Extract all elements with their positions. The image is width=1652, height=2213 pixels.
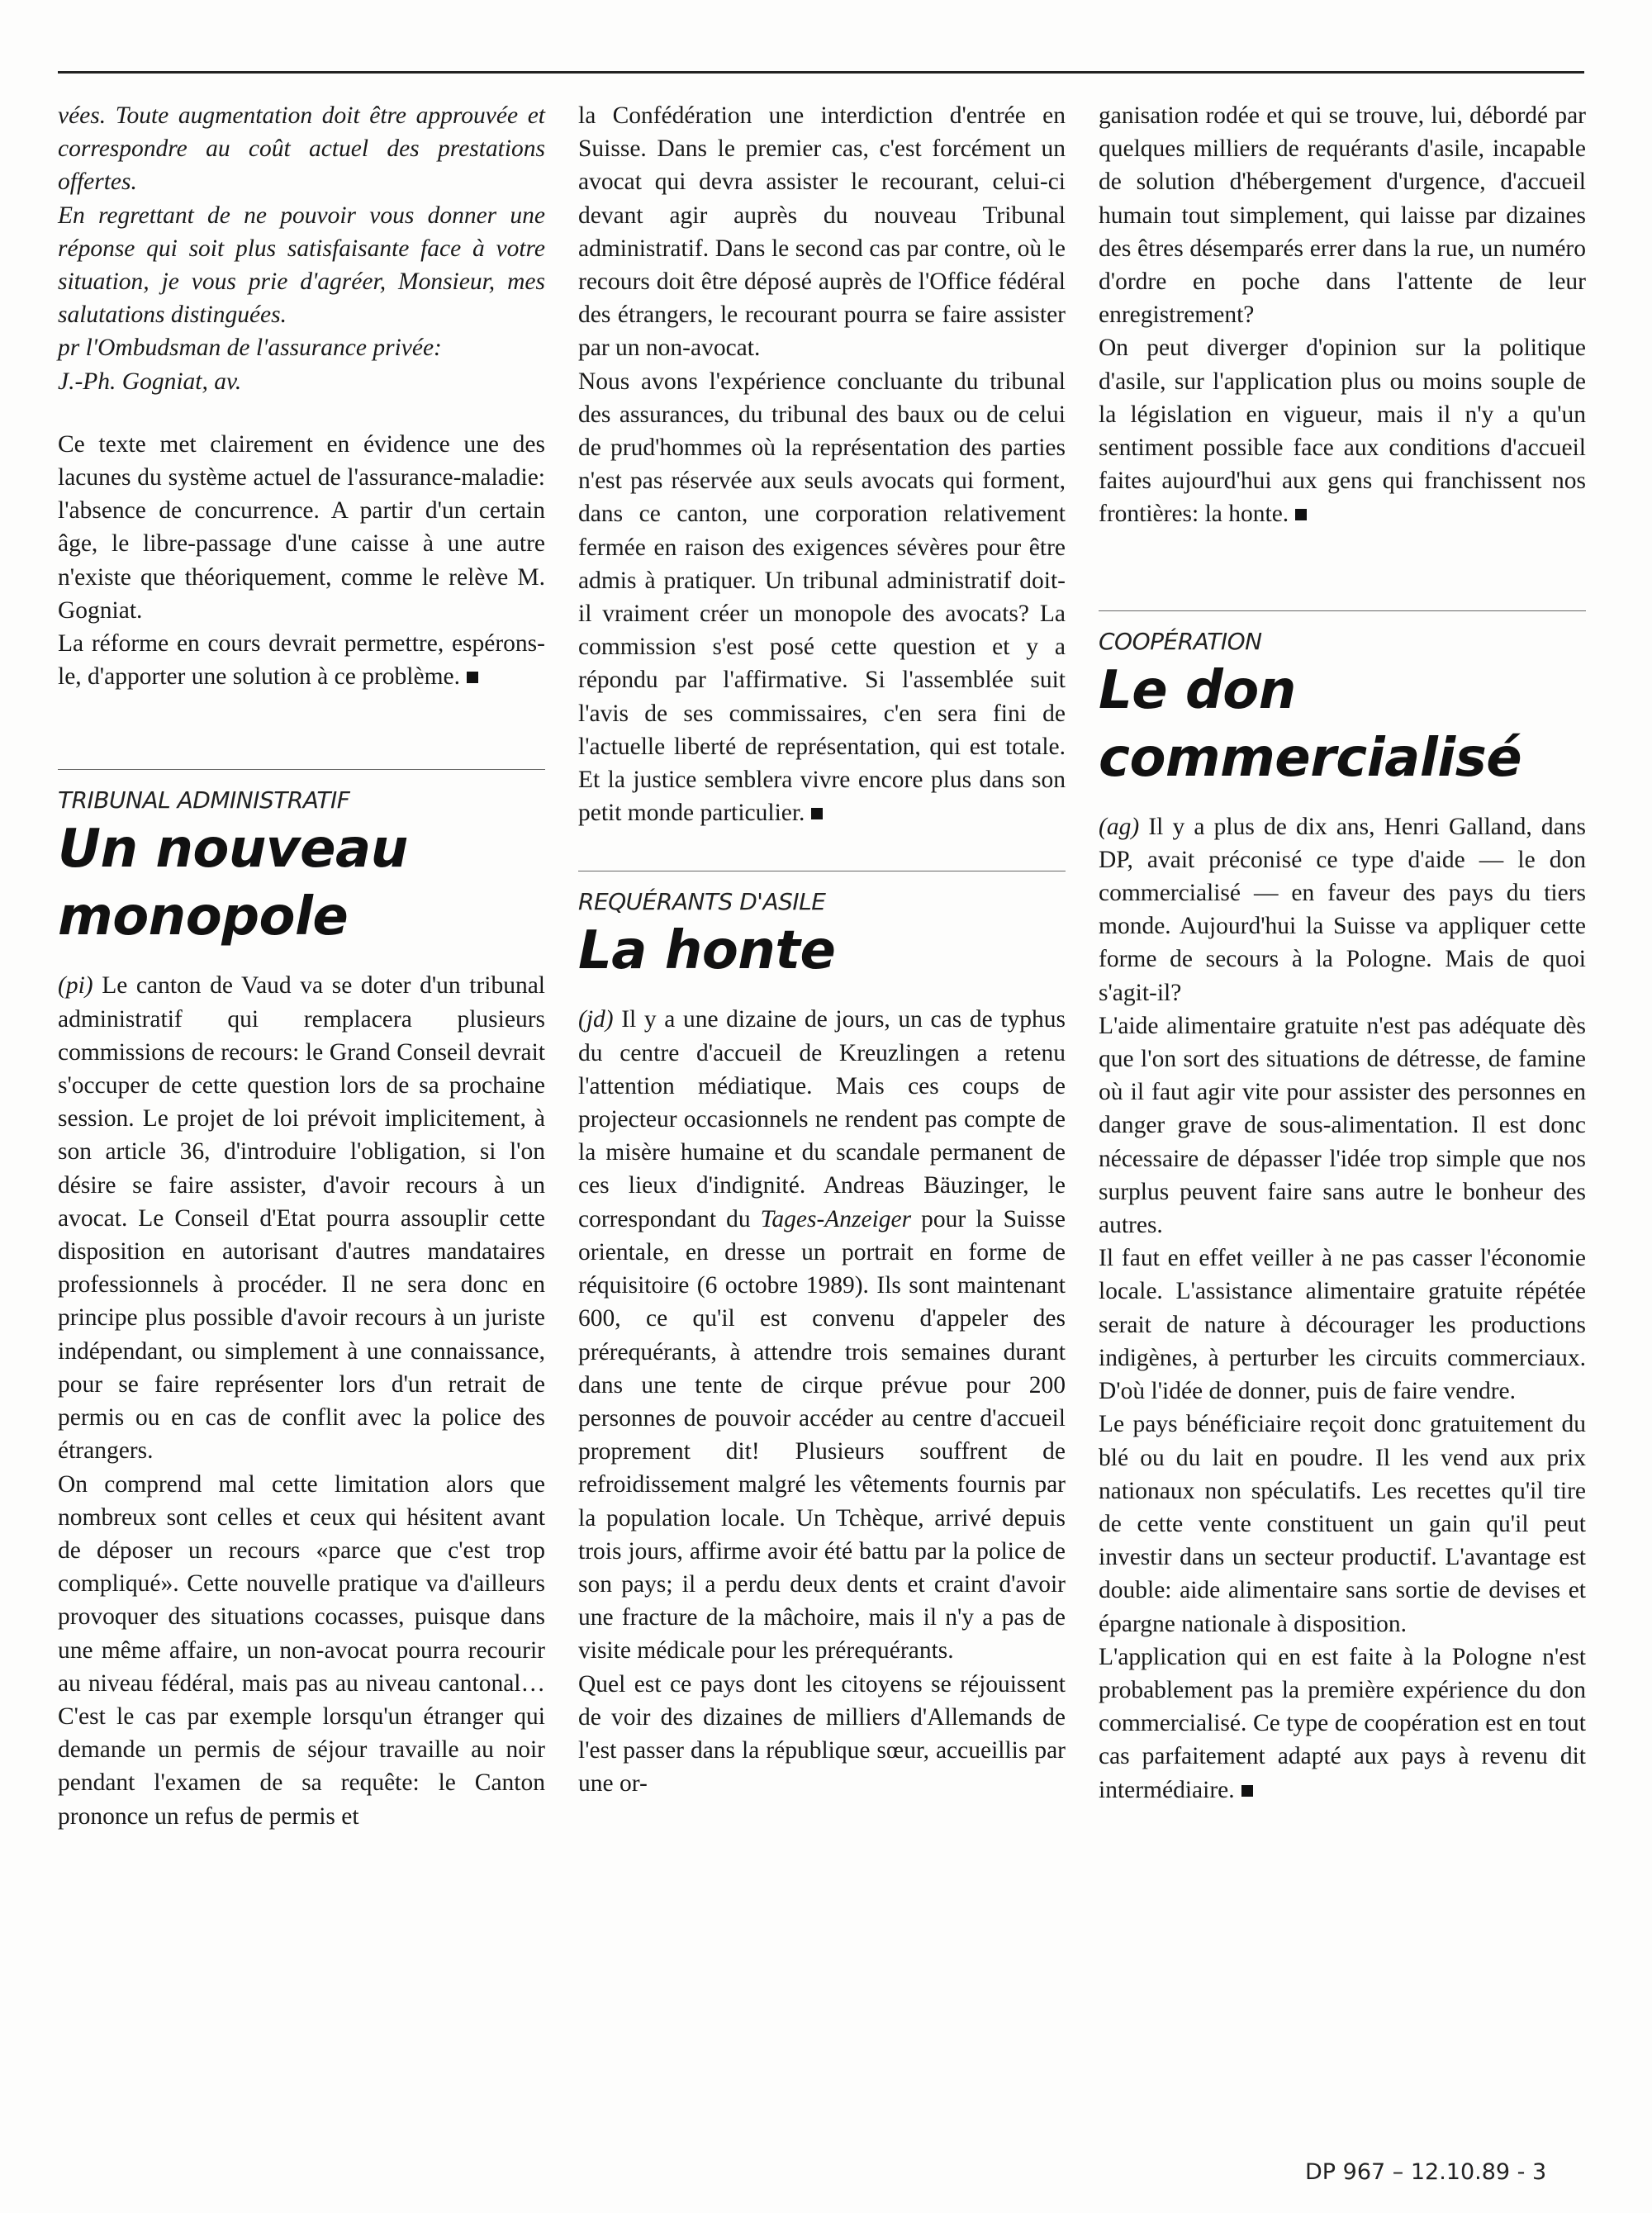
tribunal-paragraph-2: On comprend mal cette limitation alors que nombreux sont celles et ceux qui hésitent avant de déposer un recours «parce que c'est trop compliqué». Cette nouvelle pratique va d'ailleurs provoquer des situations cocasses, puisque dans une même affaire, un non-avocat pourra recourir au niveau fédéral, mais pas au niveau cantonal… C'est le cas par exemple lorsqu'un étranger qui demande un permis de séjour travaille au noir pendant l'examen de sa requête: le Canton prononce un refus de permis et bbox=[58, 1470, 545, 1830]
asile-paragraph-1: (jd) Il y a une dizaine de jours, un cas de typhus du centre d'accueil de Kreuzlingen a retenu l'attention médiatique. Mais ces coups de projecteur occasionnels ne rendent pas compte de la misère humaine et du scandale permanent de ces lieux d'indignité. Andreas Bäuzinger, le correspondant du Tages-Anzeiger pour la Suisse orientale, en dresse un portrait en forme de réquisitoire (6 octobre 1989). Ils sont maintenant 600, ce qu'il est convenu d'appeler des prérequérants, à attendre trois semaines durant dans une tente de cirque prévue pour 200 personnes de pouvoir accéder au centre d'accueil proprement dit! Plusieurs souffrent de refroidissement malgré les vêtements fournis par la population locale. Un Tchèque, arrivé depuis trois jours, affirme avoir été battu par la police de son pays; il a perdu deux dents et craint d'avoir une fracture de la mâchoire, mais il n'y a pas de visite médicale pour les prérequérants. bbox=[578, 1006, 1066, 1664]
section-rule bbox=[58, 769, 545, 770]
commentary-paragraph-end: La réforme en cours devrait permettre, espérons-le, d'apporter une solution à ce problème. bbox=[58, 630, 545, 691]
tribunal-paragraph-1: (pi) Le canton de Vaud va se doter d'un tribunal administratif qui remplacera plusieurs commissions de recours: le Grand Conseil devrait s'occuper de cette question lors de sa prochaine session. Le projet de loi prévoit implicitement, à son article 36, d'introduire l'obligation, si l'on désire se faire assister, d'avoir recours à un avocat. Le Conseil d'Etat pourra assouplir cette disposition en autorisant d'autres mandataires professionnels à procéder. Il ne sera donc en principe plus possible d'avoir recours à un juriste indépendant, ou simplement à une connaissance, pour se faire représenter lors d'un retrait de permis ou en cas de conflit avec la police des étrangers. bbox=[58, 972, 546, 1465]
tribunal-continuation-1: la Confédération une interdiction d'entrée en Suisse. Dans le premier cas, c'est forcément un avocat qui devra assister le recourant, celui-ci devant agir auprès du nouveau Tribunal administratif. Dans le second cas par contre, où le recours doit être déposé auprès de l'Office fédéral des étrangers, le recourant pourra se faire assister par un non-avocat. bbox=[578, 102, 1066, 362]
commentary-paragraph: Ce texte met clairement en évidence une des lacunes du système actuel de l'assurance-maladie: l'absence de concurrence. A partir d'un certain âge, le libre-passage d'une caisse à une autre n'existe que théoriquement, comme le relève M. Gogniat. bbox=[58, 430, 545, 624]
asile-headline: La honte bbox=[578, 920, 836, 982]
asile-continuation-2: On peut diverger d'opinion sur la politique d'asile, sur l'application plus ou moins souple de la législation en vigueur, mais il n'y a qu'un sentiment possible face aux conditions d'accueil faites aujourd'hui aux gens qui franchissent nos frontières: la honte. bbox=[1099, 335, 1586, 528]
letter-paragraph: vées. Toute augmentation doit être approuvée et correspondre au coût actuel des prestations offertes. bbox=[58, 102, 545, 196]
tribunal-kicker: TRIBUNAL ADMINISTRATIF bbox=[58, 786, 350, 814]
page-footer: DP 967 – 12.10.89 - 3 bbox=[1305, 2159, 1547, 2185]
end-mark-icon bbox=[467, 672, 478, 683]
top-rule bbox=[58, 71, 1584, 74]
asile-byline: (jd) bbox=[578, 1006, 614, 1033]
cooperation-paragraph-4: Le pays bénéficiaire reçoit donc gratuitement du blé ou du lait en poudre. Il les vend aux prix nationaux non spéculatifs. Les recettes qu'il tire de cette vente constituent un gain qu'il peut investir dans un secteur productif. L'avantage est double: aide alimentaire sans sortie de devises et épargne nationale à disposition. bbox=[1099, 1411, 1586, 1637]
cooperation-kicker: COOPÉRATION bbox=[1099, 627, 1262, 655]
asile-kicker: REQUÉRANTS D'ASILE bbox=[578, 888, 826, 916]
end-mark-icon bbox=[1295, 509, 1307, 520]
column-1 bbox=[58, 99, 545, 1833]
newspaper-name: Tages-Anzeiger bbox=[760, 1205, 912, 1232]
tribunal-continuation-2: Nous avons l'expérience concluante du tribunal des assurances, du tribunal des baux ou de celui de prud'hommes où la représentation des parties n'est pas réservée aux seuls avocats qui forment, dans ce canton, une corporation relativement fermée en raison des exigences sévères pour être admis à pratiquer. Un tribunal administratif doit-il vraiment créer un monopole des avocats? La commission s'est posé cette question et y a répondu par l'affirmative. Si l'assemblée suit l'avis de ses commissaires, c'en sera fini de l'actuelle liberté de représentation, qui est totale. Et la justice semblera vivre encore plus dans son petit monde particulier. bbox=[578, 368, 1066, 827]
asile-continuation-1: ganisation rodée et qui se trouve, lui, débordé par quelques milliers de requérants d'asile, incapable de solution d'hébergement d'urgence, d'accueil humain tout simplement, qui laisse par dizaines des êtres désemparés errer dans la rue, un numéro d'ordre en poche dans l'attente de leur enregistrement? bbox=[1099, 102, 1586, 329]
cooperation-paragraph-5: L'application qui en est faite à la Pologne n'est probablement pas la première expérience du don commercialisé. Ce type de coopération est en tout cas parfaitement adapté aux pays à revenu dit intermédiaire. bbox=[1099, 1643, 1586, 1803]
column-3 bbox=[1099, 99, 1586, 1807]
end-mark-icon bbox=[811, 808, 823, 819]
letter-sender: pr l'Ombudsman de l'assurance privée: bbox=[58, 335, 442, 362]
asile-paragraph-2: Quel est ce pays dont les citoyens se réjouissent de voir des dizaines de milliers d'Allemands de l'est passer dans la république sœur, accueillis par une or- bbox=[578, 1670, 1066, 1797]
end-mark-icon bbox=[1241, 1785, 1253, 1797]
tribunal-byline: (pi) bbox=[58, 972, 93, 1000]
cooperation-paragraph-1: (ag) Il y a plus de dix ans, Henri Galland, dans DP, avait préconisé ce type d'aide — le don commercialisé — en faveur des pays du tiers monde. Aujourd'hui la Suisse va appliquer cette forme de secours à la Pologne. Mais de quoi s'agit-il? bbox=[1099, 813, 1586, 1006]
cooperation-headline: Le don commercialisé bbox=[1099, 659, 1522, 789]
column-2 bbox=[578, 99, 1066, 1800]
cooperation-paragraph-3: Il faut en effet veiller à ne pas casser l'économie locale. L'assistance alimentaire gratuite répétée serait de nature à décourager les productions indigènes, à perturber les circuits commerciaux. D'où l'idée de donner, puis de faire vendre. bbox=[1099, 1245, 1586, 1405]
tribunal-headline: Un nouveau monopole bbox=[58, 819, 408, 948]
letter-closing: En regrettant de ne pouvoir vous donner une réponse qui soit plus satisfaisante face à votre situation, je vous prie d'agréer, Monsieur, mes salutations distinguées. bbox=[58, 202, 545, 329]
cooperation-byline: (ag) bbox=[1099, 813, 1140, 840]
cooperation-paragraph-2: L'aide alimentaire gratuite n'est pas adéquate dès que l'on sort des situations de détresse, de famine où il faut agir vite pour assister des personnes en danger grave de sous-alimentation. Il est donc nécessaire de dépasser l'idée trop simple que nos surplus peuvent faire sans autre le bonheur des autres. bbox=[1099, 1012, 1586, 1239]
letter-signature: J.-Ph. Gogniat, av. bbox=[58, 368, 242, 395]
section-rule bbox=[1099, 610, 1586, 611]
